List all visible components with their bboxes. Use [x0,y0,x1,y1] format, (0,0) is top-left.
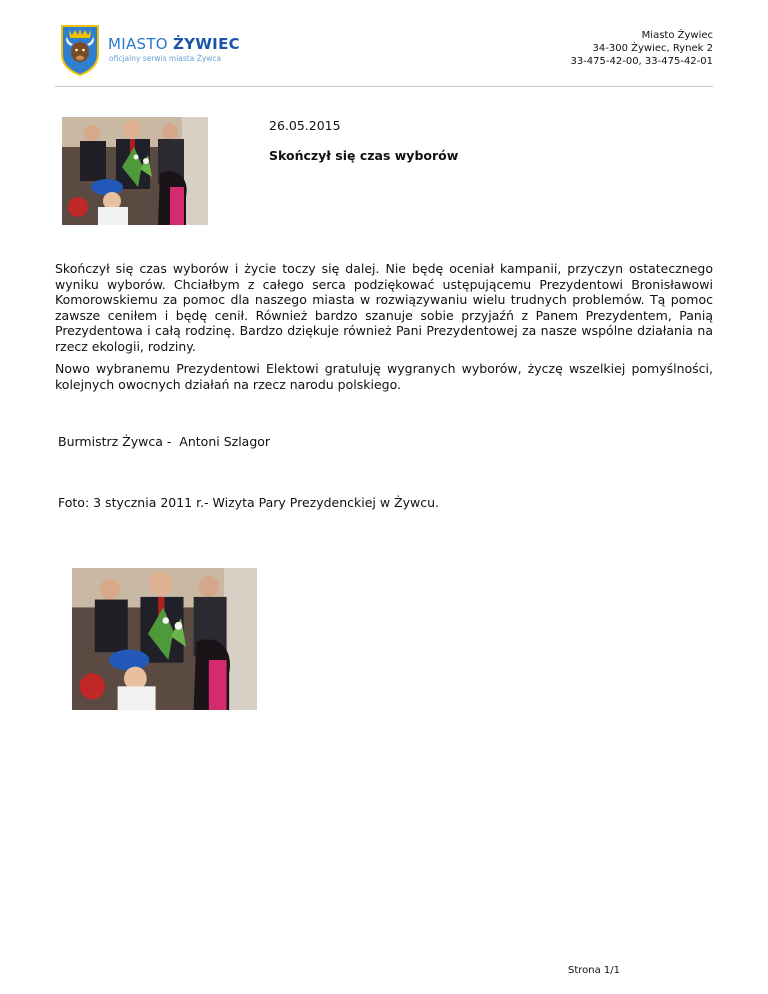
article-thumbnail-photo [62,117,208,225]
header-divider [55,86,713,87]
article-title: Skończył się czas wyborów [269,148,459,163]
logo-title-brand: ŻYWIEC [173,35,240,53]
article-paragraph: Skończył się czas wyborów i życie toczy się dalej. Nie będę oceniał kampanii, przyczyn ostatecznego wyniku wyborów. Chciałbym z całego serca podziękować ustępującemu Prezydentowi Bronisławowi Komorowskiemu za pomoc dla naszego miasta w rozwiązywaniu wielu trudnych problemów. Tą pomoc zawsze ceniłem i będę cenił. Również bardzo szanuje sobie przyjaźń z Panem Prezydentem, Panią Prezydentowa i całą rodzinę. Bardzo dziękuje również Pani Prezydentowej za nasze wspólne działania na rzecz ekologii, rodziny. [55,261,713,354]
logo-subtitle: oficjalny serwis miasta Żywca [109,54,222,63]
contact-name: Miasto Żywiec [641,30,713,41]
article-paragraph: Nowo wybranemu Prezydentowi Elektowi gratuluję wygranych wyborów, życzę wszelkiej pomyślności, kolejnych owocnych działań na rzecz narodu polskiego. [55,361,713,392]
contact-address: 34-300 Żywiec, Rynek 2 [592,43,713,54]
logo-title-prefix: MIASTO [108,35,168,53]
page-number: Strona 1/1 [568,965,621,976]
site-logo-title[interactable] [108,35,240,53]
zywiec-coat-of-arms-icon [60,24,100,76]
contact-block [570,29,713,68]
article-photo [72,568,257,710]
photo-caption: Foto: 3 stycznia 2011 r.- Wizyta Pary Prezydenckiej w Żywcu. [58,495,440,510]
article-signature: Burmistrz Żywca - Antoni Szlagor [58,434,271,449]
article-date: 26.05.2015 [269,118,341,133]
contact-phones: 33-475-42-00, 33-475-42-01 [570,56,713,67]
